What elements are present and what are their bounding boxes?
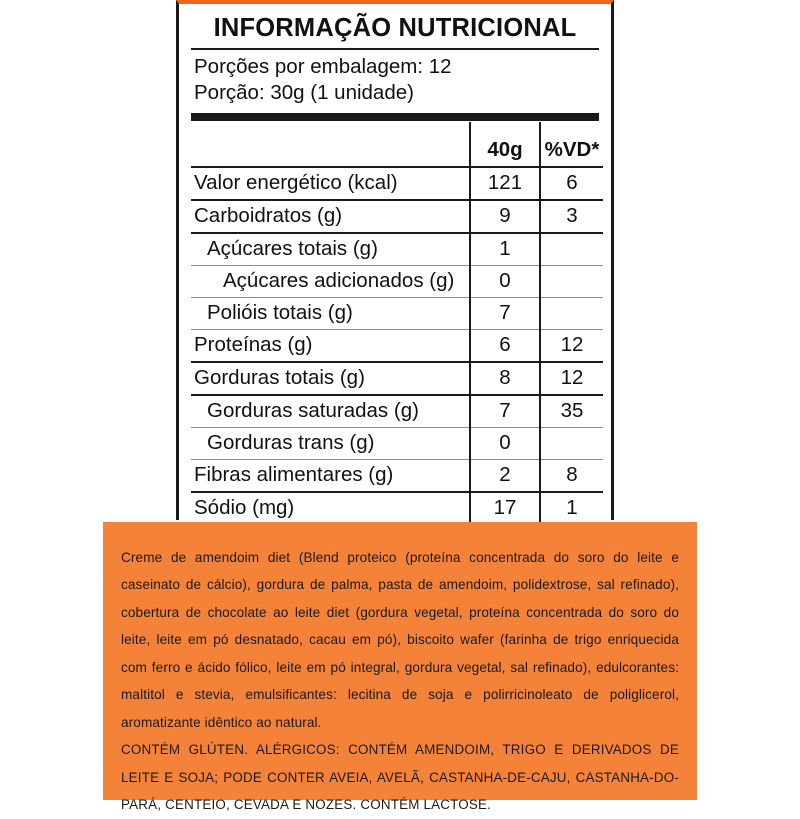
nutrient-amount: 7 [470, 395, 540, 428]
nutrient-daily-value [540, 233, 603, 266]
table-header [191, 122, 603, 167]
table-body [191, 167, 603, 526]
nutrient-name: Valor energético (kcal) [191, 167, 470, 200]
nutrient-daily-value [540, 298, 603, 330]
ingredients-text: Creme de amendoim diet (Blend proteico (proteína concentrada do soro do leite e caseinato de cálcio), gordura de palma, pasta de amendoim, polidextrose, sal refinado), cobertura de chocolate ao leite diet (gordura vegetal, proteína concentrada do soro do leite, leite em pó desnatado, cacau em pó), biscoito wafer (farinha de trigo enriquecida com ferro e ácido fólico, leite em pó integral, gordura vegetal, sal refinado), edulcorantes: maltitol e stevia, emulsificantes: lecitina de soja e polirricinoleato de poliglicerol, aromatizante idêntico ao natural. [121, 550, 679, 730]
nutrient-daily-value: 1 [540, 492, 603, 526]
table-row [191, 167, 603, 200]
table-row [191, 298, 603, 330]
nutrient-amount: 9 [470, 200, 540, 233]
table-row [191, 200, 603, 233]
column-header-nutrient [191, 122, 470, 167]
table-row [191, 395, 603, 428]
nutrient-amount: 17 [470, 492, 540, 526]
page-title: INFORMAÇÃO NUTRICIONAL [191, 10, 599, 50]
header-divider [191, 113, 599, 121]
table-row [191, 266, 603, 298]
nutrient-amount: 121 [470, 167, 540, 200]
serving-size: Porção: 30g (1 unidade) [194, 81, 414, 105]
nutrient-name: Gorduras totais (g) [191, 362, 470, 395]
allergen-warning-text: CONTÉM GLÚTEN. ALÉRGICOS: CONTÉM AMENDOIM, TRIGO E DERIVADOS DE LEITE E SOJA; PODE CONTER AVEIA, AVELÃ, CASTANHA-DE-CAJU, CASTANHA-DO-PARÁ, CENTEIO, CEVADA E NOZES. CONTÉM LACTOSE. [121, 742, 679, 813]
column-header-amount: 40g [470, 122, 540, 167]
nutrient-name: Gorduras trans (g) [191, 428, 470, 460]
table-row [191, 233, 603, 266]
nutrient-daily-value: 12 [540, 330, 603, 363]
nutrition-facts-panel [176, 0, 614, 520]
table-row [191, 428, 603, 460]
nutrient-name: Sódio (mg) [191, 492, 470, 526]
nutrient-daily-value: 3 [540, 200, 603, 233]
nutrient-amount: 1 [470, 233, 540, 266]
column-header-daily-value: %VD* [540, 122, 603, 167]
nutrient-amount: 0 [470, 428, 540, 460]
nutrient-amount: 8 [470, 362, 540, 395]
servings-per-package: Porções por embalagem: 12 [194, 55, 452, 78]
ingredients-panel [103, 522, 697, 813]
nutrient-name: Polióis totais (g) [191, 298, 470, 330]
nutrient-daily-value: 6 [540, 167, 603, 200]
nutrient-amount: 2 [470, 460, 540, 493]
nutrient-amount: 6 [470, 330, 540, 363]
nutrition-table [191, 122, 603, 528]
nutrient-name: Fibras alimentares (g) [191, 460, 470, 493]
nutrient-daily-value: 35 [540, 395, 603, 428]
nutrient-daily-value: 12 [540, 362, 603, 395]
table-header-row [191, 122, 603, 167]
nutrient-name: Carboidratos (g) [191, 200, 470, 233]
nutrient-daily-value [540, 266, 603, 298]
nutrient-name: Gorduras saturadas (g) [191, 395, 470, 428]
nutrient-daily-value [540, 428, 603, 460]
nutrient-daily-value: 8 [540, 460, 603, 493]
table-row [191, 362, 603, 395]
nutrient-name: Proteínas (g) [191, 330, 470, 363]
nutrient-amount: 7 [470, 298, 540, 330]
nutrient-name: Açúcares totais (g) [191, 233, 470, 266]
nutrient-amount: 0 [470, 266, 540, 298]
nutrient-name: Açúcares adicionados (g) [191, 266, 470, 298]
table-row [191, 460, 603, 493]
table-row [191, 330, 603, 363]
